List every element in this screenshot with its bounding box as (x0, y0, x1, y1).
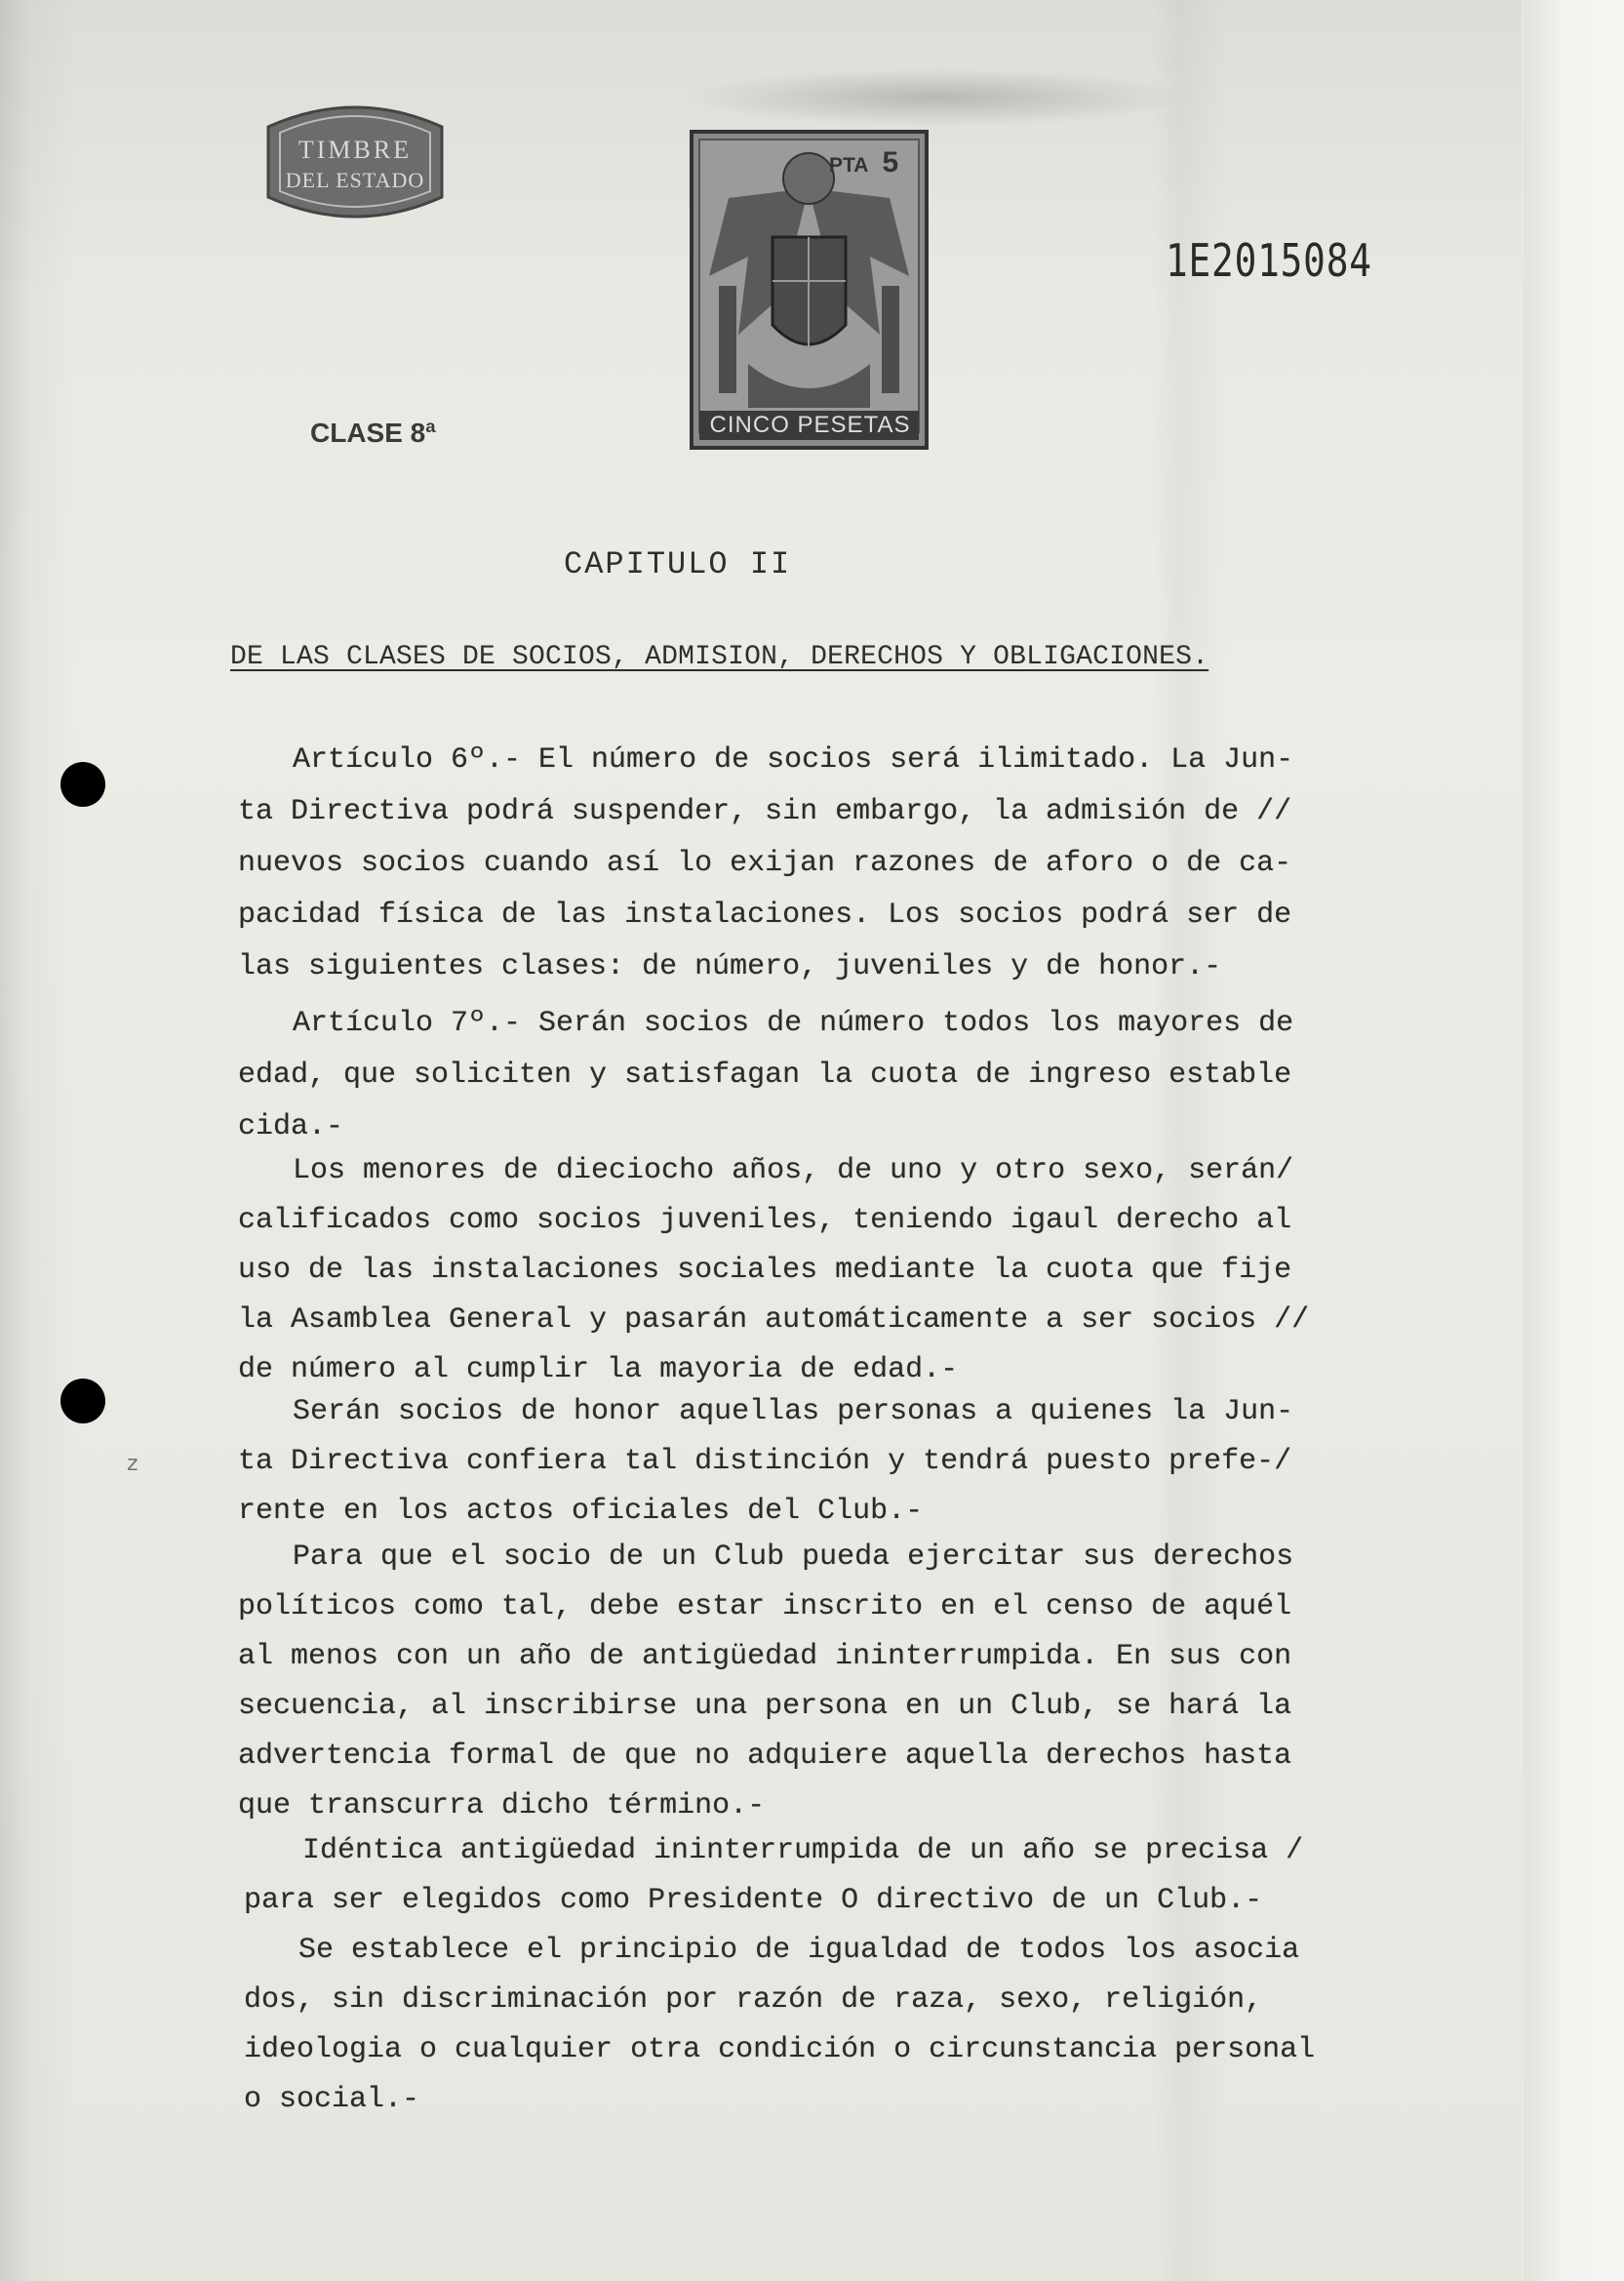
text-line: que transcurra dicho término.- (238, 1789, 766, 1822)
text-line: o social.- (244, 2083, 420, 2116)
text-line: calificados como socios juveniles, teniendo igaul derecho al (238, 1204, 1292, 1237)
text-line: al menos con un año de antigüedad ininterrumpida. En sus con (238, 1640, 1292, 1673)
text-line: Idéntica antigüedad ininterrumpida de un año se precisa / (302, 1834, 1304, 1867)
serial-number: 1E2015084 (1166, 234, 1372, 287)
text-line: dos, sin discriminación por razón de raza, sexo, religión, (244, 1983, 1263, 2017)
text-line: Para que el socio de un Club pueda ejercitar sus derechos (293, 1541, 1294, 1574)
clase-label: CLASE 8ª (310, 418, 436, 448)
text-line: ideologia o cualquier otra condición o circunstancia personal (244, 2033, 1316, 2066)
text-line: nuevos socios cuando así lo exijan razones de aforo o de ca- (238, 847, 1292, 880)
text-line: ta Directiva confiera tal distinción y tendrá puesto prefe-/ (238, 1445, 1292, 1478)
text-line: la Asamblea General y pasarán automáticamente a ser socios // (238, 1303, 1310, 1337)
text-line: Serán socios de honor aquellas personas a quienes la Jun- (293, 1395, 1294, 1428)
text-line: secuencia, al inscribirse una persona en un Club, se hará la (238, 1690, 1292, 1723)
text-line: cida.- (238, 1110, 344, 1143)
text-line: pacidad física de las instalaciones. Los socios podrá ser de (238, 899, 1292, 932)
text-line: Artículo 6º.- El número de socios será ilimitado. La Jun- (293, 743, 1294, 777)
chapter-title: CAPITULO II (564, 546, 792, 582)
text-line: para ser elegidos como Presidente O directivo de un Club.- (244, 1884, 1263, 1917)
text-line: Se establece el principio de igualdad de todos los asocia (298, 1934, 1300, 1967)
text-line: Artículo 7º.- Serán socios de número todos los mayores de (293, 1007, 1294, 1040)
text-line: advertencia formal de que no adquiere aquella derechos hasta (238, 1740, 1292, 1773)
text-line: de número al cumplir la mayoria de edad.- (238, 1353, 959, 1386)
text-line: uso de las instalaciones sociales mediante la cuota que fije (238, 1254, 1292, 1287)
stamp-currency: PTA (829, 154, 869, 177)
stamp-amount: 5 (882, 146, 899, 179)
section-title: DE LAS CLASES DE SOCIOS, ADMISION, DERECHOS Y OBLIGACIONES. (230, 642, 1209, 672)
margin-mark: z (127, 1452, 139, 1476)
text-line: Los menores de dieciocho años, de uno y otro sexo, serán/ (293, 1154, 1294, 1187)
stamp-caption: CINCO PESETAS (709, 412, 911, 438)
text-line: las siguientes clases: de número, juveniles y de honor.- (238, 950, 1222, 983)
text-line: rente en los actos oficiales del Club.- (238, 1495, 924, 1528)
text-line: políticos como tal, debe estar inscrito en el censo de aquél (238, 1590, 1292, 1623)
text-line: ta Directiva podrá suspender, sin embargo, la admisión de // (238, 795, 1292, 828)
text-line: edad, que soliciten y satisfagan la cuota de ingreso estable (238, 1059, 1292, 1092)
seal-text-line1: TIMBRE (297, 136, 413, 164)
seal-text-line2: DEL ESTADO (285, 168, 425, 192)
